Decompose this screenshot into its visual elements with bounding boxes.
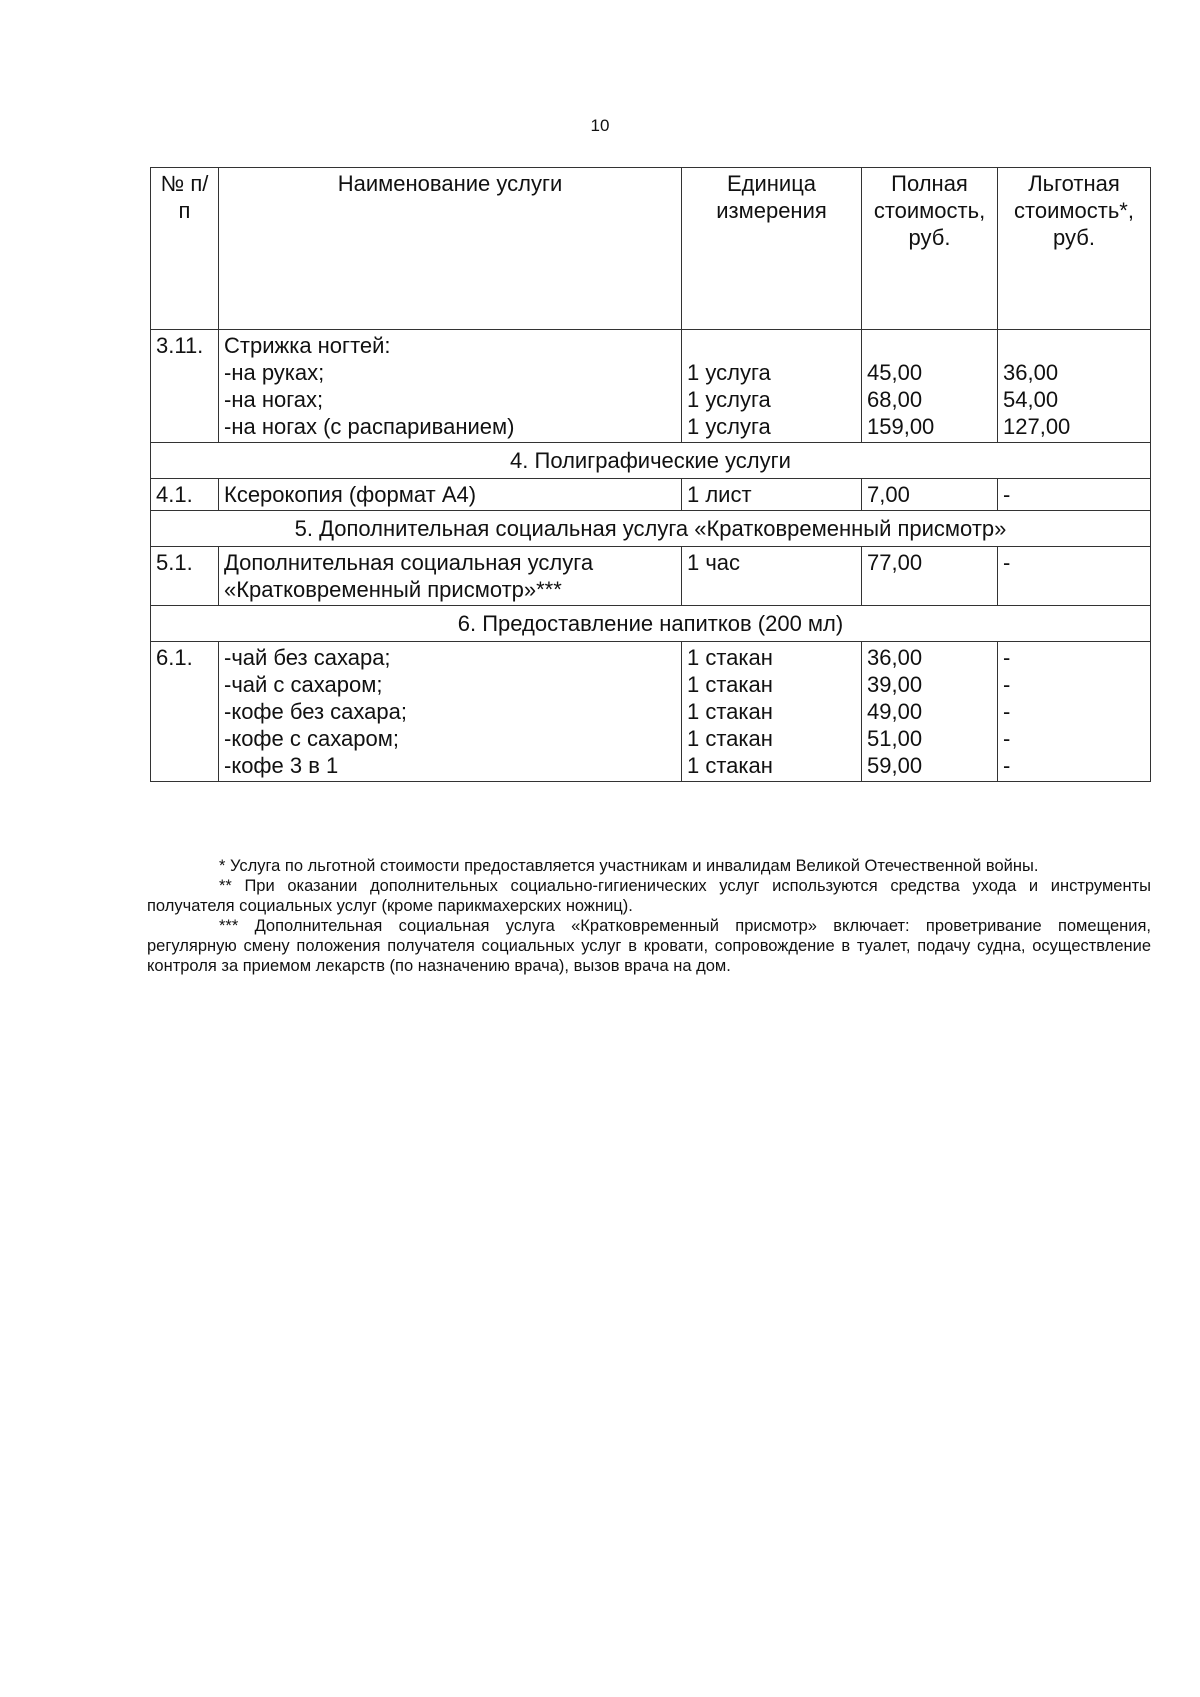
service-name-line: «Кратковременный присмотр»***: [224, 577, 562, 602]
full-cost-cell: 77,00: [862, 547, 998, 606]
page-number: 10: [590, 116, 610, 135]
services-price-table: [150, 167, 1151, 782]
service-item: -на руках;: [224, 360, 325, 385]
service-item: -кофе без сахара;: [224, 699, 407, 724]
header-service-name: Наименование услуги: [219, 168, 682, 330]
section-title: 4. Полиграфические услуги: [151, 443, 1151, 479]
full-cost-value: 49,00: [867, 699, 923, 724]
service-item: -на ногах (с распариванием): [224, 414, 515, 439]
footnote: *** Дополнительная социальная услуга «Кратковременный присмотр» включает: проветривание помещения, регулярную смену положения получателя социальных услуг в кровати, сопровождение в туалет, подачу судна, осуществление контроля за приемом лекарств (по назначению врача), вызов врача на дом.: [147, 917, 1151, 975]
footnotes: [147, 856, 1151, 976]
service-item: -чай без сахара;: [224, 645, 391, 670]
preferential-cost-value: 127,00: [1003, 414, 1071, 439]
service-title: Стрижка ногтей:: [224, 333, 391, 358]
service-name: [219, 642, 682, 782]
section-header-row: [151, 511, 1151, 547]
preferential-cost-value: -: [1003, 645, 1011, 670]
full-cost-value: 51,00: [867, 726, 923, 751]
unit-value: 1 услуга: [687, 360, 771, 385]
unit-value: 1 стакан: [687, 672, 773, 697]
service-name: Ксерокопия (формат А4): [219, 479, 682, 511]
header-unit: Единица измерения: [682, 168, 862, 330]
row-number: 4.1.: [151, 479, 219, 511]
unit-cell: 1 час: [682, 547, 862, 606]
section-title: 6. Предоставление напитков (200 мл): [151, 606, 1151, 642]
full-cost-value: 45,00: [867, 360, 923, 385]
full-cost-cell: 7,00: [862, 479, 998, 511]
unit-cell: [682, 330, 862, 443]
unit-value: 1 услуга: [687, 414, 771, 439]
full-cost-cell: [862, 330, 998, 443]
service-item: -кофе с сахаром;: [224, 726, 399, 751]
preferential-cost-value: -: [1003, 726, 1011, 751]
unit-value: 1 стакан: [687, 699, 773, 724]
section-header-row: [151, 443, 1151, 479]
table-row: [151, 330, 1151, 443]
preferential-cost-value: -: [1003, 672, 1011, 697]
table-header-row: [151, 168, 1151, 330]
service-item: -на ногах;: [224, 387, 324, 412]
unit-value: 1 стакан: [687, 645, 773, 670]
service-name-line: Дополнительная социальная услуга: [224, 550, 594, 575]
full-cost-value: 159,00: [867, 414, 935, 439]
table-row: [151, 642, 1151, 782]
row-number: 6.1.: [151, 642, 219, 782]
row-number: 3.11.: [151, 330, 219, 443]
header-preferential-cost: Льготная стоимость*, руб.: [998, 168, 1151, 330]
unit-value: 1 стакан: [687, 753, 773, 778]
service-item: -чай с сахаром;: [224, 672, 383, 697]
preferential-cost-value: -: [1003, 753, 1011, 778]
unit-value: 1 услуга: [687, 387, 771, 412]
footnote: ** При оказании дополнительных социально-гигиенических услуг используются средства ухода и инструменты получателя социальных услуг (кроме парикмахерских ножниц).: [147, 877, 1151, 915]
table-row: [151, 547, 1151, 606]
unit-cell: 1 лист: [682, 479, 862, 511]
section-title: 5. Дополнительная социальная услуга «Кратковременный присмотр»: [151, 511, 1151, 547]
service-name: [219, 330, 682, 443]
preferential-cost-cell: -: [998, 479, 1151, 511]
full-cost-value: 36,00: [867, 645, 923, 670]
full-cost-value: 68,00: [867, 387, 923, 412]
service-item: -кофе 3 в 1: [224, 753, 339, 778]
full-cost-value: 39,00: [867, 672, 923, 697]
full-cost-value: 59,00: [867, 753, 923, 778]
service-name: [219, 547, 682, 606]
preferential-cost-cell: [998, 330, 1151, 443]
table-row: [151, 479, 1151, 511]
unit-value: 1 стакан: [687, 726, 773, 751]
unit-cell: [682, 642, 862, 782]
full-cost-cell: [862, 642, 998, 782]
header-full-cost: Полная стоимость, руб.: [862, 168, 998, 330]
preferential-cost-value: 54,00: [1003, 387, 1059, 412]
header-number: № п/п: [151, 168, 219, 330]
row-number: 5.1.: [151, 547, 219, 606]
preferential-cost-value: 36,00: [1003, 360, 1059, 385]
footnote: * Услуга по льготной стоимости предоставляется участникам и инвалидам Великой Отечественной войны.: [219, 857, 1039, 875]
preferential-cost-cell: -: [998, 547, 1151, 606]
preferential-cost-value: -: [1003, 699, 1011, 724]
preferential-cost-cell: [998, 642, 1151, 782]
section-header-row: [151, 606, 1151, 642]
